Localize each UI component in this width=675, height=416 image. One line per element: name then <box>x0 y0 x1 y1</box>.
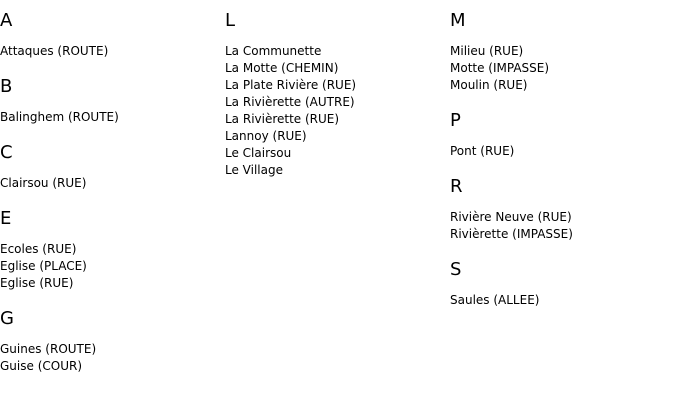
street-link[interactable]: Le Village <box>225 163 283 177</box>
street-link[interactable]: Motte (IMPASSE) <box>450 61 550 75</box>
street-link[interactable]: La Rivièrette (RUE) <box>225 112 340 126</box>
street-list <box>450 43 675 94</box>
street-link[interactable]: Ecoles (RUE) <box>0 242 77 256</box>
street-link[interactable]: Saules (ALLEE) <box>450 293 540 307</box>
letter-group-r <box>450 176 675 243</box>
street-list <box>0 43 225 60</box>
street-link[interactable]: Rivièrette (IMPASSE) <box>450 227 573 241</box>
street-link[interactable]: Lannoy (RUE) <box>225 129 307 143</box>
street-link[interactable]: Pont (RUE) <box>450 144 515 158</box>
street-link[interactable]: Guise (COUR) <box>0 359 82 373</box>
letter-group-a <box>0 10 225 60</box>
street-index-column-2 <box>225 0 450 177</box>
street-link[interactable]: Moulin (RUE) <box>450 78 528 92</box>
street-index-column-1 <box>0 0 225 373</box>
letter-heading: R <box>450 176 463 197</box>
street-list <box>450 143 675 160</box>
street-index-column-3 <box>450 0 675 307</box>
street-list <box>0 109 225 126</box>
street-link[interactable]: Milieu (RUE) <box>450 44 524 58</box>
letter-group-e <box>0 208 225 292</box>
letter-heading: E <box>0 208 12 229</box>
letter-group-m <box>450 10 675 94</box>
street-link[interactable]: Eglise (RUE) <box>0 276 74 290</box>
street-link[interactable]: La Rivièrette (AUTRE) <box>225 95 355 109</box>
letter-heading: S <box>450 259 462 280</box>
street-link[interactable]: Rivière Neuve (RUE) <box>450 210 572 224</box>
letter-group-g <box>0 308 225 375</box>
street-link[interactable]: Le Clairsou <box>225 146 292 160</box>
street-link[interactable]: La Communette <box>225 44 322 58</box>
street-link[interactable]: Guines (ROUTE) <box>0 342 97 356</box>
letter-heading: G <box>0 308 14 329</box>
street-link[interactable]: Balinghem (ROUTE) <box>0 110 119 124</box>
street-list <box>450 292 675 309</box>
street-link[interactable]: Attaques (ROUTE) <box>0 44 109 58</box>
letter-heading: P <box>450 110 461 131</box>
letter-heading: M <box>450 10 466 31</box>
letter-group-c <box>0 142 225 192</box>
street-list <box>450 209 675 243</box>
street-list <box>0 175 225 192</box>
letter-heading: B <box>0 76 13 97</box>
letter-group-s <box>450 259 675 309</box>
street-link[interactable]: Clairsou (RUE) <box>0 176 87 190</box>
letter-heading: L <box>225 10 236 31</box>
street-link[interactable]: Eglise (PLACE) <box>0 259 87 273</box>
letter-heading: C <box>0 142 13 163</box>
street-link[interactable]: La Plate Rivière (RUE) <box>225 78 357 92</box>
street-list <box>225 43 450 179</box>
letter-group-p <box>450 110 675 160</box>
street-list <box>0 241 225 292</box>
letter-heading: A <box>0 10 13 31</box>
letter-group-b <box>0 76 225 126</box>
street-list <box>0 341 225 375</box>
street-link[interactable]: La Motte (CHEMIN) <box>225 61 339 75</box>
letter-group-l <box>225 10 450 179</box>
